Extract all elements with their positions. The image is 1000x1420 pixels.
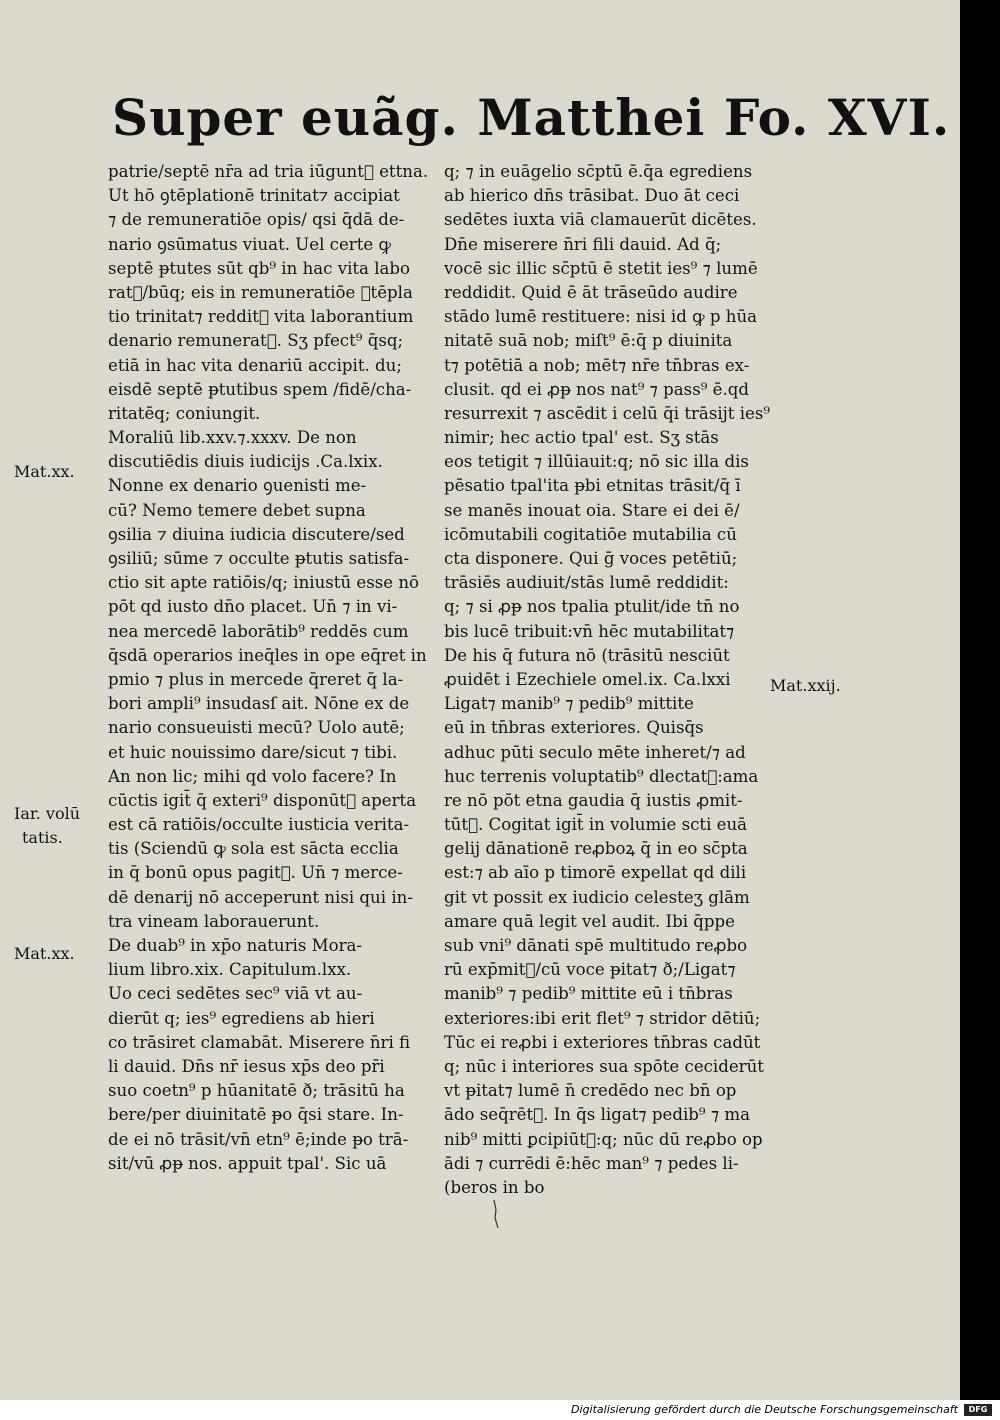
text-line: pēsatio tpal'ita ᵽbi etnitas trāsit/q̄ ī xyxy=(444,476,741,496)
marginal-note: Iar. volū xyxy=(14,804,81,823)
text-line: ādi ⁊ currēdi ē:hēc man⁹ ⁊ pedes li- xyxy=(444,1153,739,1173)
text-line: pmio ⁊ plus in mercede q̄reret q̄ la- xyxy=(108,669,404,689)
text-line: manib⁹ ⁊ pedib⁹ mittite eū i tn̄bras xyxy=(444,984,733,1004)
running-header: Super euãg. Matthei Fo. XVI. xyxy=(112,88,951,147)
text-line: gelij dānationē reꝓboꝝ q̄ in eo sc̄pta xyxy=(444,839,748,859)
text-line: q̄sdā operarios ineq̄les in ope eq̄ret in xyxy=(108,645,427,665)
text-line: cū? Nemo temere debet supna xyxy=(108,500,366,520)
text-line: exteriores:ibi erit flet⁹ ⁊ stridor dētiū; xyxy=(444,1008,761,1028)
footer-bar xyxy=(0,1400,1000,1420)
text-line: t⁊ potētiā a nob; mēt⁊ nr̄e tn̄bras ex- xyxy=(444,355,750,375)
text-line: trāsiēs audiuit/stās lumē reddidit: xyxy=(444,573,729,593)
text-line: tis (Sciendū ꝙ sola est sācta ecclia xyxy=(108,839,399,859)
text-line: suo coetn⁹ p hūanitatē ð; trāsitū ha xyxy=(108,1081,405,1101)
text-line: discutiēdis diuis iudicijs .Ca.lxix. xyxy=(108,452,383,472)
text-line: nario ꝯsūmatus viuat. Uel certe ꝙ xyxy=(108,234,391,254)
text-line: ab hierico dn̄s trāsibat. Duo āt ceci xyxy=(444,186,740,206)
text-line: tūtᷣ. Cogitat igit̄ in volumie scti euā xyxy=(444,815,748,835)
text-line: et huic nouissimo dare/sicut ⁊ tibi. xyxy=(108,742,398,762)
text-line: q; nūc i interiores sua spōte ceciderūt xyxy=(444,1056,764,1076)
text-line: li dauid. Dn̄s nr̄ iesus xp̄s deo pr̄i xyxy=(108,1056,385,1076)
text-line: (beros in bo xyxy=(444,1177,545,1197)
scan-border xyxy=(960,0,1000,1400)
marginal-note: tatis. xyxy=(22,828,63,847)
text-line: lium libro.xix. Capitulum.lxx. xyxy=(108,960,352,980)
text-line: de ei nō trāsit/vn̄ etn⁹ ē;inde ᵽo trā- xyxy=(108,1129,409,1149)
text-line: vocē sic illic sc̄ptū ē stetit ies⁹ ⁊ lumē xyxy=(444,258,758,278)
text-line: co trāsiret clamabāt. Miserere n̄ri fi xyxy=(108,1032,411,1052)
text-line: cūctis igit̄ q̄ exteri⁹ disponūtᷣ aperta xyxy=(108,790,417,810)
text-line: se manēs inouat oia. Stare ei dei ē/ xyxy=(444,500,740,520)
text-line: septē ᵽtutes sūt qb⁹ in hac vita labo xyxy=(108,258,411,278)
text-line: adhuc pūti seculo mēte inheret/⁊ ad xyxy=(444,742,746,762)
text-line: ꝯsiliū; sūme ⁊ occulte ᵽtutis satisfa- xyxy=(108,549,410,568)
text-line: dierūt q; ies⁹ egrediens ab hieri xyxy=(108,1008,375,1028)
text-line: nario consueuisti mecū? Uolo autē; xyxy=(108,718,405,738)
text-line: De duab⁹ in xp̄o naturis Mora- xyxy=(108,936,363,955)
text-line: est cā ratiōis/occulte iusticia verita- xyxy=(108,815,410,835)
text-line: patrie/septē nr̄a ad tria iūguntᷣ ettna. xyxy=(108,162,429,181)
text-line: Uo ceci sedētes sec⁹ viā vt au- xyxy=(108,984,363,1004)
text-line: ⁊ de remuneratiōe opis/ qsi q̄dā de- xyxy=(108,210,405,230)
text-line: clusit. qd ei ꝓᵽ nos nat⁹ ⁊ pass⁹ ē.qd xyxy=(444,379,749,399)
text-line: bis lucē tribuit:vn̄ hēc mutabilitat⁊ xyxy=(444,621,735,641)
text-line: nea mercedē laborātib⁹ reddēs cum xyxy=(108,621,409,641)
text-line: git vt possit ex iudicio celesteʒ glām xyxy=(444,887,750,907)
text-line: cta disponere. Qui ḡ voces petētiū; xyxy=(444,549,738,568)
text-line: icōmutabili cogitatiōe mutabilia cū xyxy=(444,524,737,544)
text-line: ratᷣ/būq; eis in remuneratiōe ꝯtēpla xyxy=(108,282,413,302)
text-line: ādo seq̄rētᷣ. In q̄s ligat⁊ pedib⁹ ⁊ ma xyxy=(444,1105,750,1125)
text-line: stādo lumē restituere: nisi id ꝙ p hūa xyxy=(444,307,758,327)
text-line: ꝓuidēt i Ezechiele omel.ix. Ca.lxxi xyxy=(444,669,731,689)
right-text-column xyxy=(444,160,774,1200)
text-line: Ut hō ꝯtēplationē trinitat⁊ accipiat xyxy=(108,186,400,206)
text-line: sedētes iuxta viā clamauerūt dicētes. xyxy=(444,210,757,230)
marginal-note: Mat.xxij. xyxy=(770,676,841,695)
text-line: rū exp̄mitᷣ/cū voce ᵽitat⁊ ð;/Ligat⁊ xyxy=(444,960,736,980)
text-line: reddidit. Quid ē āt trāseūdo audire xyxy=(444,282,738,302)
text-line: huc terrenis voluptatib⁹ dlectatᷣ:ama xyxy=(444,766,759,786)
text-line: sit/vū ꝓᵽ nos. appuit tpal'. Sic uā xyxy=(108,1153,387,1173)
text-line: nitatē suā nob; miſt⁹ ē:q̄ p diuinita xyxy=(444,331,733,351)
text-line: re nō pōt etna gaudia q̄ iustis ꝓmit- xyxy=(444,790,743,810)
text-line: Ligat⁊ manib⁹ ⁊ pedib⁹ mittite xyxy=(444,694,694,714)
text-line: Moraliū lib.xxv.⁊.xxxv. De non xyxy=(108,428,357,448)
text-line: denario remuneratᷣ. Sʒ pfect⁹ q̄sq; xyxy=(108,331,404,351)
text-line: in q̄ bonū opus pagitᷣ. Un̄ ⁊ merce- xyxy=(108,863,403,883)
text-line: Nonne ex denario ꝯuenisti me- xyxy=(108,476,367,496)
text-line: De his q̄ futura nō (trāsitū nesciūt xyxy=(444,645,730,665)
text-line: resurrexit ⁊ ascēdit i celū q̄i trāsijt ies⁹ xyxy=(444,403,771,423)
text-line: nib⁹ mitti ꝑcipiūtᷣ:q; nūc dū reꝓbo op xyxy=(444,1129,763,1149)
text-line: nimir; hec actio tpal' est. Sʒ stās xyxy=(444,428,719,448)
text-line: etiā in hac vita denariū accipit. du; xyxy=(108,355,402,375)
text-line: est:⁊ ab aīo p timorē expellat qd dili xyxy=(444,863,747,883)
text-line: sub vni⁹ dānati spē multitudo reꝓbo xyxy=(444,936,748,955)
text-line: Dn̄e miserere n̄ri fili dauid. Ad q̄; xyxy=(444,234,722,254)
text-line: vt ᵽitat⁊ lumē n̄ credēdo nec bn̄ op xyxy=(444,1081,737,1101)
text-line: eos tetigit ⁊ illūiauit:q; nō sic illa dis xyxy=(444,452,749,472)
text-line: eū in tn̄bras exteriores. Quisq̄s xyxy=(444,718,704,738)
text-line: eisdē septē ᵽtutibus spem /fidē/cha- xyxy=(108,379,412,399)
text-line: ctio sit apte ratiōis/q; iniustū esse nō xyxy=(108,573,420,593)
text-line: pōt qd iusto dn̄o placet. Un̄ ⁊ in vi- xyxy=(108,597,398,617)
marginal-note: Mat.xx. xyxy=(14,462,75,481)
text-line: tra vineam laborauerunt. xyxy=(108,911,320,931)
text-line: bori ampli⁹ insudasſ ait. Nōne ex de xyxy=(108,694,410,714)
text-line: ꝯsilia ⁊ diuina iudicia discutere/sed xyxy=(108,524,405,544)
left-text-column xyxy=(108,160,438,1176)
text-line: An non lic; mihi qd volo facere? In xyxy=(108,766,397,786)
text-line: amare quā legit vel audit. Ibi q̄ppe xyxy=(444,911,735,931)
ink-mark xyxy=(492,1200,500,1230)
marginal-note: Mat.xx. xyxy=(14,944,75,963)
text-line: q; ⁊ in euāgelio sc̄ptū ē.q̄a egrediens xyxy=(444,162,753,181)
text-line: tio trinitat⁊ redditᷣ vita laborantium xyxy=(108,307,414,327)
text-line: ritatēq; coniungit. xyxy=(108,403,261,423)
text-line: bere/per diuinitatē ᵽo q̄si stare. In- xyxy=(108,1105,404,1125)
text-line: dē denarij nō acceperunt nisi qui in- xyxy=(108,887,413,907)
text-line: q; ⁊ si ꝓᵽ nos tpalia ptulit/ide tn̄ no xyxy=(444,597,740,617)
funding-notice: Digitalisierung gefördert durch die Deutsche Forschungsgemeinschaft xyxy=(571,1403,958,1416)
dfg-logo: DFG xyxy=(964,1404,992,1416)
text-line: Tūc ei reꝓbi i exteriores tn̄bras cadūt xyxy=(444,1032,761,1052)
